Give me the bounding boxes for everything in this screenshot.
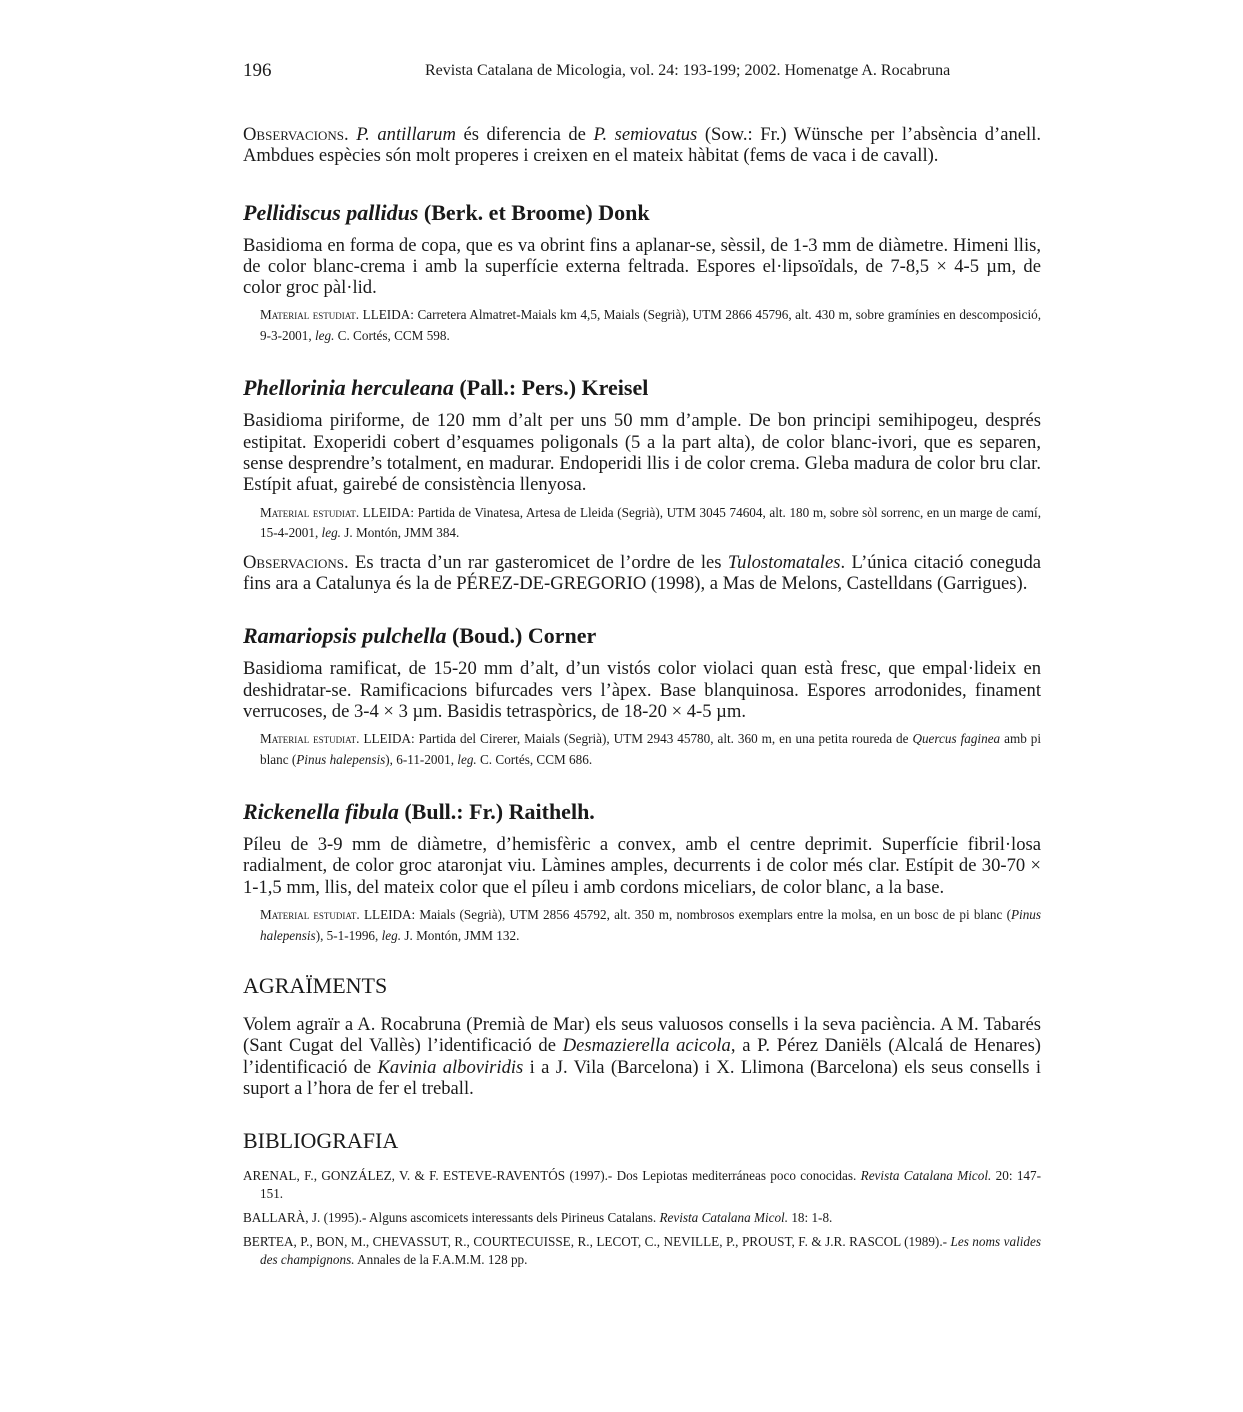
taxon-name: Kavinia alboviridis xyxy=(377,1056,524,1078)
observations-paragraph xyxy=(243,552,1041,595)
journal-running-head: Revista Catalana de Micologia, vol. 24: 193-199; 2002. Homenatge A. Rocabruna xyxy=(425,62,951,79)
leg-abbrev: leg. xyxy=(314,327,335,343)
observations-label: Observacions. xyxy=(243,124,349,145)
material-label: Material estudiat. xyxy=(260,504,360,520)
text-run: LLEIDA: Carretera Almatret-Maials km 4,5, Maials (Segrià), UTM 2866 45796, alt. 430 m, sobre gramínies en descomposició, 9-3-2001, xyxy=(260,307,1042,343)
text-run: J. Montón, JMM 384. xyxy=(340,525,460,541)
species-author: (Pall.: Pers.) Kreisel xyxy=(459,375,649,401)
species-author: (Berk. et Broome) Donk xyxy=(423,199,650,225)
species-heading xyxy=(243,798,1041,826)
species-heading xyxy=(243,622,1041,650)
leg-abbrev: leg. xyxy=(381,927,402,943)
text-run: C. Cortés, CCM 686. xyxy=(476,751,593,767)
species-author: (Bull.: Fr.) Raithelh. xyxy=(404,799,595,825)
taxon-name: Pinus halepensis xyxy=(260,907,1042,943)
text-run: Annales de la F.A.M.M. 128 pp. xyxy=(354,1252,528,1268)
text-run: . L’única citació coneguda fins ara a Catalunya és la de PÉREZ-DE-GREGORIO (1998), a Mas de Melons, Castelldans (Garrigues). xyxy=(243,551,1041,594)
reference-entry xyxy=(243,1167,1041,1203)
text-run: ), 6-11-2001, xyxy=(385,751,458,767)
text-run: (Sow.: Fr.) Wünsche per l’absència d’anell. Ambdues espècies són molt properes i creixen en el mateix hàbitat (fems de vaca i de cavall). xyxy=(243,124,1042,167)
reference-entry xyxy=(243,1209,1041,1227)
species-name: Rickenella fibula xyxy=(243,799,399,825)
acknowledgements-heading: AGRAÏMENTS xyxy=(243,973,388,999)
text-run: amb pi blanc ( xyxy=(260,731,1042,767)
species-name: Phellorinia herculeana xyxy=(243,375,454,401)
species-name: Pellidiscus pallidus xyxy=(243,199,419,225)
journal-title: Revista Catalana Micol. xyxy=(860,1168,992,1184)
text-run: ), 5-1-1996, xyxy=(315,927,382,943)
species-name: Ramariopsis pulchella xyxy=(243,623,447,649)
page-number: 196 xyxy=(243,60,272,81)
species-description: Basidioma ramificat, de 15-20 mm d’alt, d’un vistós color violaci quan està fresc, que empal·lideix en deshidratar-se. Ramificacions bifurcades vers l’àpex. Base blanquinosa. Espores arrodonides, finament verrucoses, de 3-4 × 3 µm. Basidis tetraspòrics, de 18-20 × 4-5 µm. xyxy=(243,658,1041,722)
leg-abbrev: leg. xyxy=(321,525,341,541)
taxon-name: Pinus halepensis xyxy=(296,751,386,767)
text-run: i a J. Vila (Barcelona) i X. Llimona (Barcelona) els seus consells i suport a l’hora de fer el treball. xyxy=(243,1056,1041,1099)
species-name: P. semiovatus xyxy=(593,124,698,145)
reference-entry xyxy=(243,1233,1041,1269)
species-name: P. antillarum xyxy=(356,124,456,145)
material-studied xyxy=(243,305,1041,346)
material-studied xyxy=(243,729,1041,770)
text-run: 20: 147-151. xyxy=(260,1168,1042,1202)
observations-paragraph xyxy=(243,124,1041,167)
taxon-name: Quercus faginea xyxy=(912,731,1001,747)
material-label: Material estudiat. xyxy=(260,731,360,747)
text-run: Volem agraïr a A. Rocabruna (Premià de Mar) els seus valuosos consells i la seva paciència. A M. Tabarés (Sant Cugat del Vallès) l’identificació de xyxy=(243,1014,1041,1057)
material-studied xyxy=(243,905,1041,946)
taxon-name: Desmazierella acicola xyxy=(562,1035,731,1057)
species-description: Píleu de 3-9 mm de diàmetre, d’hemisfèric a convex, amb el centre deprimit. Superfície fibril·losa radialment, de color groc ataronjat viu. Làmines amples, decurrents i de color més clar. Estípit de 30-70 × 1-1,5 mm, llis, del mateix color que el píleu i amb cordons miceliars, de color blanc, a la base. xyxy=(243,834,1041,898)
book-title: Les noms valides des champignons. xyxy=(260,1234,1041,1268)
species-heading xyxy=(243,374,1041,402)
text-run: J. Montón, JMM 132. xyxy=(401,927,520,943)
text-run: LLEIDA: Partida de Vinatesa, Artesa de Lleida (Segrià), UTM 3045 74604, alt. 180 m, sobre sòl sorrenc, en un marge de camí, 15-4-2001, xyxy=(260,504,1042,541)
bibliography-heading: BIBLIOGRAFIA xyxy=(243,1128,399,1154)
text-run: BERTEA, P., BON, M., CHEVASSUT, R., COURTECUISSE, R., LECOT, C., NEVILLE, P., PROUST, F. & J.R. RASCOL (1989).- xyxy=(243,1234,951,1250)
text-run: BALLARÀ, J. (1995).- Alguns ascomicets interessants dels Pirineus Catalans. xyxy=(243,1210,660,1226)
observations-label: Observacions. xyxy=(243,551,349,573)
text-run: LLEIDA: Maials (Segrià), UTM 2856 45792, alt. 350 m, nombrosos exemplars entre la molsa, en un bosc de pi blanc ( xyxy=(363,907,1011,923)
text-run: ARENAL, F., GONZÁLEZ, V. & F. ESTEVE-RAVENTÓS (1997).- Dos Lepiotas mediterráneas poco conocidas. xyxy=(243,1168,861,1184)
material-studied xyxy=(243,503,1041,544)
journal-title: Revista Catalana Micol. xyxy=(659,1210,789,1226)
leg-abbrev: leg. xyxy=(457,751,477,767)
text-run: 18: 1-8. xyxy=(788,1210,833,1226)
species-description: Basidioma piriforme, de 120 mm d’alt per uns 50 mm d’ample. De bon principi semihipogeu, després estipitat. Exoperidi cobert d’esquames poligonals (5 a la part alta), de color blanc-ivori, que es separen, sense desprendre’s totalment, en madurar. Endoperidi llis i de color crema. Gleba madura de color bru clar. Estípit afuat, gairebé de consistència llenyosa. xyxy=(243,410,1041,496)
text-run: C. Cortés, CCM 598. xyxy=(334,327,450,343)
species-heading xyxy=(243,199,1041,227)
material-label: Material estudiat. xyxy=(260,307,360,323)
text-run: Es tracta d’un rar gasteromicet de l’ordre de les xyxy=(354,551,728,573)
text-run: , a P. Pérez Daniëls (Alcalá de Henares) l’identificació de xyxy=(243,1035,1041,1078)
species-description: Basidioma en forma de copa, que es va obrint fins a aplanar-se, sèssil, de 1-3 mm de diàmetre. Himeni llis, de color blanc-crema i amb la superfície externa feltrada. Espores el·lipsoïdals, de 7-8,5 × 4-5 µm, de color groc pàl·lid. xyxy=(243,234,1041,299)
material-label: Material estudiat. xyxy=(260,907,360,923)
running-header xyxy=(243,60,1043,86)
species-author: (Boud.) Corner xyxy=(452,623,597,649)
article-body xyxy=(243,124,1041,1269)
text-run: LLEIDA: Partida del Cirerer, Maials (Segrià), UTM 2943 45780, alt. 360 m, en una petita roureda de xyxy=(363,731,913,747)
taxon-name: Tulostomatales xyxy=(727,551,841,573)
text-run: és diferencia de xyxy=(455,124,594,145)
acknowledgements-paragraph xyxy=(243,1014,1041,1099)
